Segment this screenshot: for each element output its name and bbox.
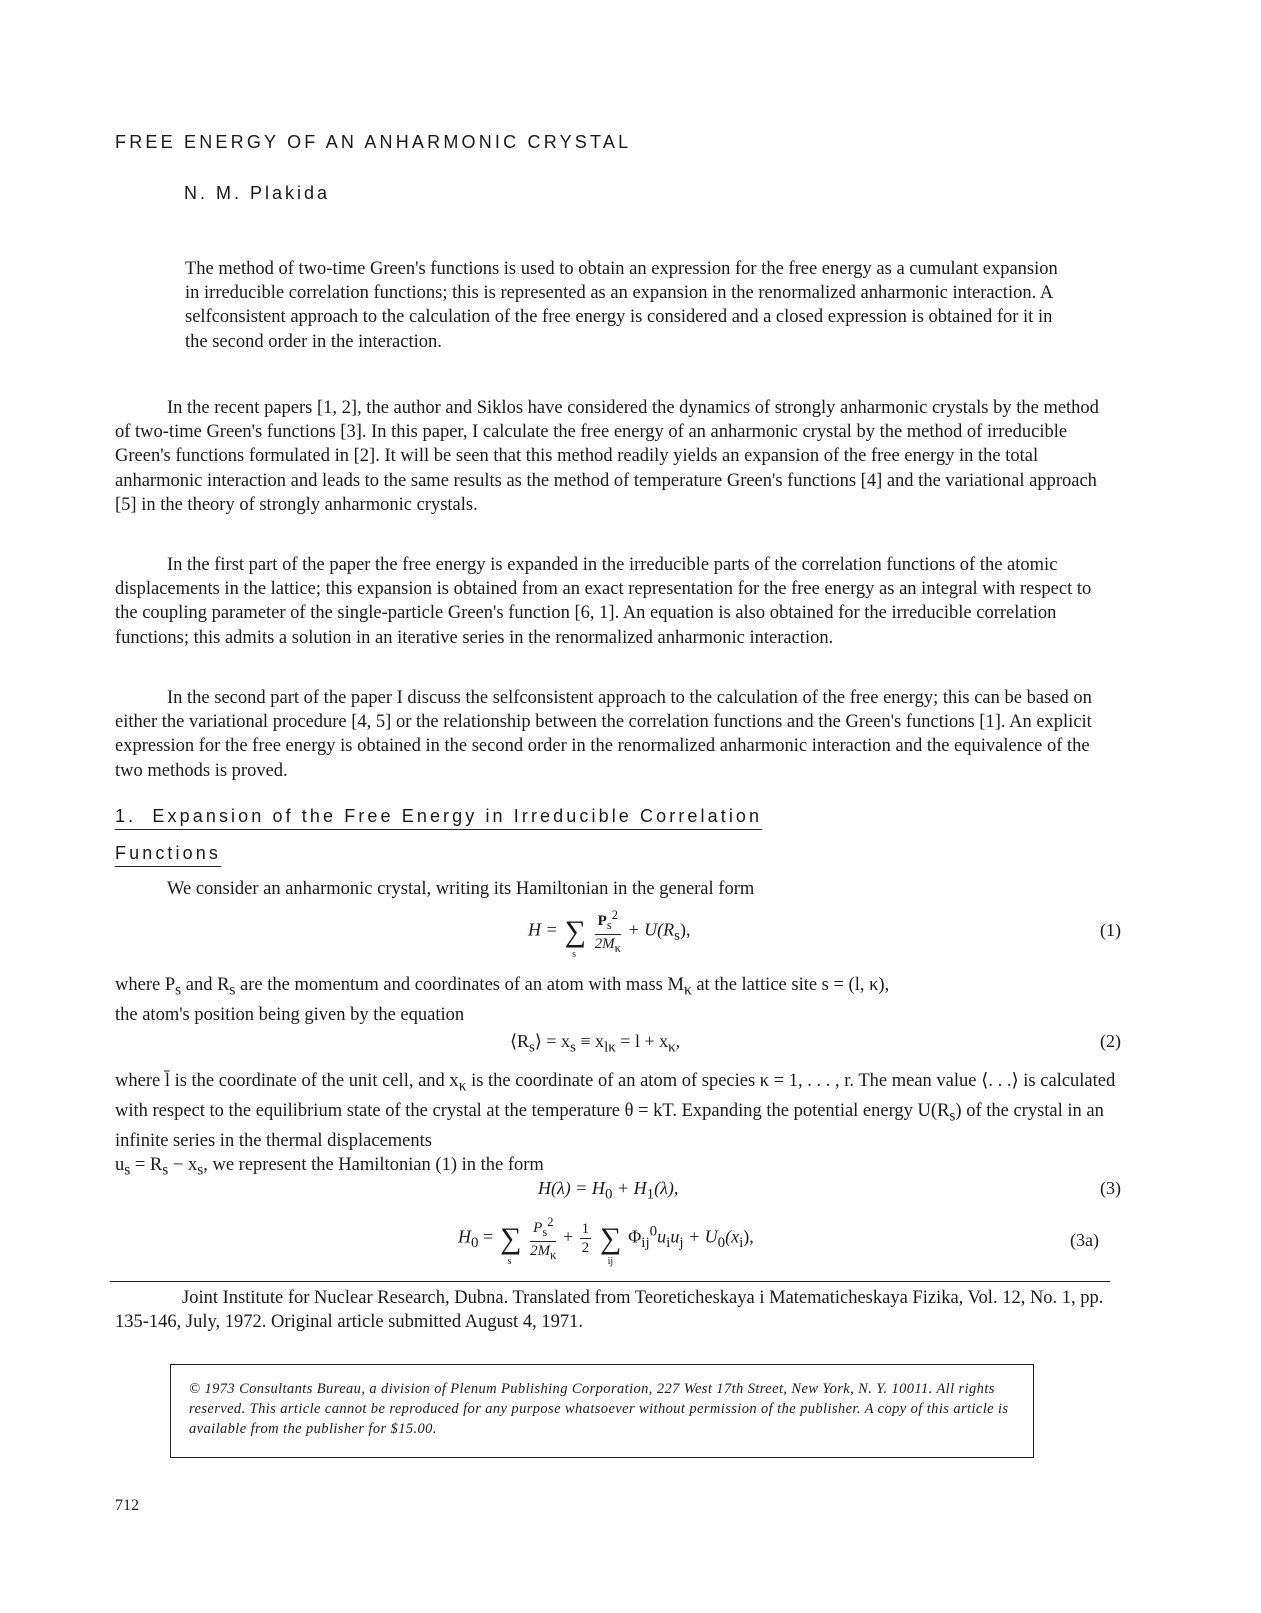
eq3a-sum-1: ∑ s xyxy=(499,1221,522,1267)
footnote xyxy=(115,1286,1115,1334)
footnote-text: Joint Institute for Nuclear Research, Dubna. Translated from Teoreticheskaya i Matematicheskaya Fizika, Vol. 12, No. 1, pp. 135-146, July, 1972. Original article submitted August 4, 1971. xyxy=(115,1288,1104,1332)
article-title: FREE ENERGY OF AN ANHARMONIC CRYSTAL xyxy=(115,132,632,152)
section-heading-line2 xyxy=(115,843,221,864)
section-number: 1. xyxy=(115,806,136,830)
paragraph-second-part xyxy=(115,686,1117,783)
copyright-box xyxy=(170,1364,1034,1458)
eq1-fraction: $\frac{P_s^2}{2M_\kappa}$ xyxy=(594,908,621,955)
paragraph-intro xyxy=(115,396,1117,517)
eq3a-sum-2: ∑ ij xyxy=(599,1221,622,1267)
text-before-eq1 xyxy=(115,877,1117,901)
section-title-line2: Functions xyxy=(115,843,221,867)
author-name: N. M. Plakida xyxy=(184,183,331,203)
eq1-label: (1) xyxy=(1100,920,1121,940)
paragraph-first-part xyxy=(115,553,1117,650)
section-heading-line1 xyxy=(115,806,762,827)
eq1-lhs: H = xyxy=(528,919,558,940)
text-before-eq1-content: We consider an anharmonic crystal, writing its Hamiltonian in the general form xyxy=(167,879,755,899)
eq3a-fraction-1: $\frac{P_s^2}{2M_\kappa}$ xyxy=(530,1215,557,1262)
page-number: 712 xyxy=(115,1497,139,1514)
eq3a-label: (3a) xyxy=(1070,1230,1099,1250)
section-title-line1: Expansion of the Free Energy in Irreducible Correlation xyxy=(152,806,763,826)
text-after-eq2: where l̄ is the coordinate of the unit cell, and $x_\kappa$ is the coordinate of an atom of species κ = 1, . . . , r. The mean value ⟨. . .⟩ is calculated with respect to the equilibrium state of the crystal at the temperature θ = kT. Expanding the potential energy $U(R_s)$ of the crystal in an infinite series in the thermal displacements $u_s = R_s - x_s$, we represent the Hamiltonian (1) in the form xyxy=(115,1071,1116,1179)
eq2-label: (2) xyxy=(1100,1031,1121,1051)
footnote-divider xyxy=(110,1281,1110,1282)
eq3a-fraction-2: $\frac{1}{2}$ xyxy=(581,1221,590,1256)
eq1-tail: + U(R xyxy=(627,919,675,940)
equation-3: $H(\lambda) = H_0 + H_1(\lambda)$, xyxy=(538,1178,679,1203)
eq3-label: (3) xyxy=(1100,1178,1121,1198)
equation-1: H = ∑ s $\frac{P_s^2}{2M_\kappa}$ + $U(R_s)$, xyxy=(528,908,691,960)
text-after-eq1: where $P_s$ and $R_s$ are the momentum and coordinates of an atom with mass $M_\kappa$ at the lattice site s = (l, κ), the atom's position being given by the equation xyxy=(115,975,890,1025)
copyright-text: © 1973 Consultants Bureau, a division of Plenum Publishing Corporation, 227 West 17th Street, New York, N. Y. 10011. All rights reserved. This article cannot be reproduced for any purpose whatsoever without permission of the publisher. A copy of this article is available from the publisher for $15.00. xyxy=(189,1381,1009,1437)
paragraph-intro-text: In the recent papers [1, 2], the author and Siklos have considered the dynamics of strongly anharmonic crystals by the method of two-time Green's functions [3]. In this paper, I calculate the free energy of an anharmonic crystal by the method of irreducible Green's functions formulated in [2]. It will be seen that this method readily yields an expansion of the free energy in the total anharmonic interaction and leads to the same results as the method of temperature Green's functions [4] and the variational approach [5] in the theory of strongly anharmonic crystals. xyxy=(115,398,1099,515)
abstract: The method of two-time Green's functions is used to obtain an expression for the free energy as a cumulant expansion in irreducible correlation functions; this is represented as an expansion in the renormalized anharmonic interaction. A selfconsistent approach to the calculation of the free energy is considered and a closed expression is obtained for it in the second order in the interaction. xyxy=(185,259,1058,352)
equation-3a: $H_0$ = ∑ s $\frac{P_s^2}{2M_\kappa}$ + $\frac{1}{2}$ ∑ ij $\Phi_{ij}^0u_iu_j + U_0(x_i)$, xyxy=(458,1215,754,1267)
eq1-sum: ∑ s xyxy=(564,914,586,960)
equation-2: $⟨R_s⟩ = x_s \equiv x_{l\kappa} = l + x_\kappa$, xyxy=(510,1031,681,1056)
paragraph-first-part-text: In the first part of the paper the free energy is expanded in the irreducible parts of the correlation functions of the atomic displacements in the lattice; this expansion is obtained from an exact representation for the free energy as an integral with respect to the coupling parameter of the single-particle Green's function [6, 1]. An equation is also obtained for the irreducible correlation functions; this admits a solution in an iterative series in the renormalized anharmonic interaction. xyxy=(115,555,1092,648)
paragraph-second-part-text: In the second part of the paper I discuss the selfconsistent approach to the calculation of the free energy; this can be based on either the variational procedure [4, 5] or the relationship between the correlation functions and the Green's functions [1]. An explicit expression for the free energy is obtained in the second order in the renormalized anharmonic interaction and the equivalence of the two methods is proved. xyxy=(115,688,1092,781)
